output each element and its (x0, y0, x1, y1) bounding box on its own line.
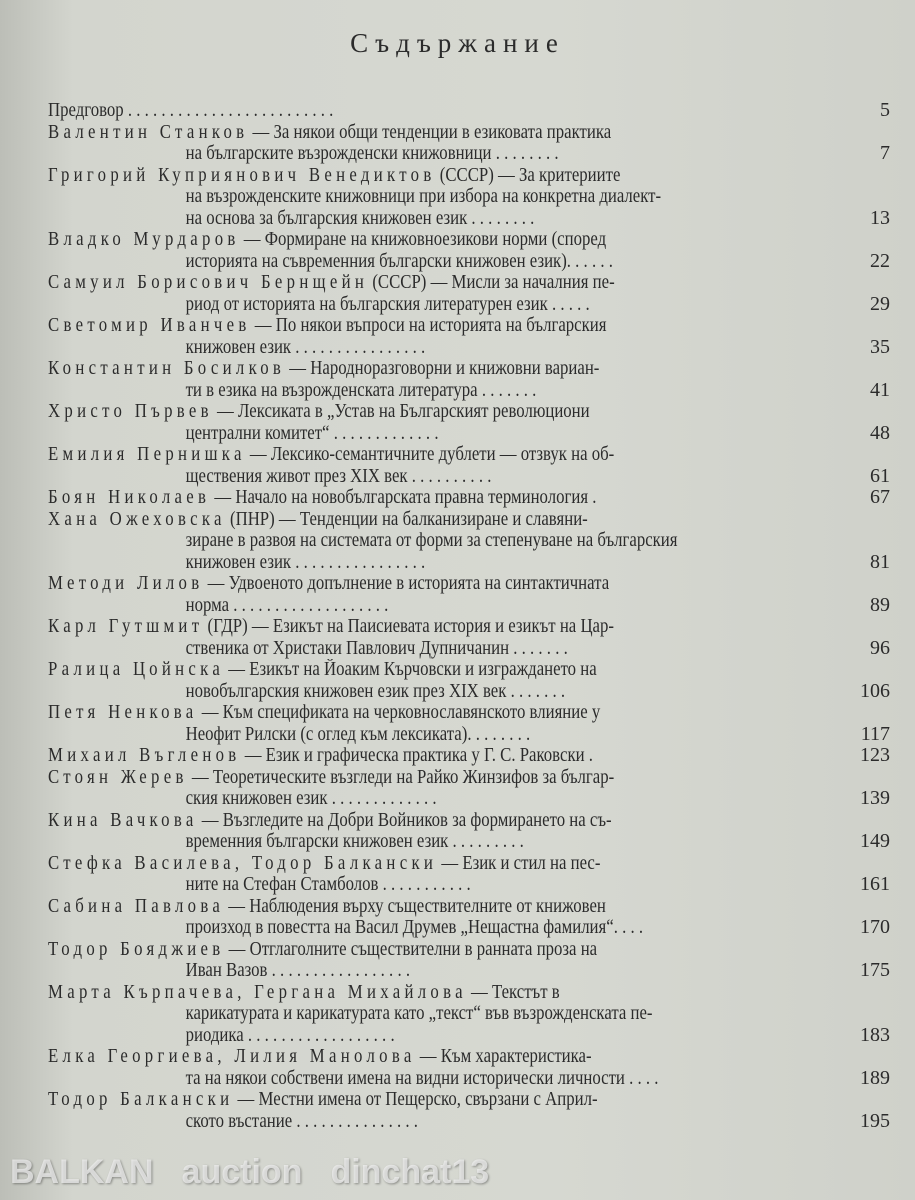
toc-entry-line (48, 874, 727, 896)
toc-entry-line (48, 122, 727, 144)
watermark (10, 1150, 905, 1194)
toc-entry-title: — Наблюдения върху съществителните от книжовен (224, 895, 606, 917)
toc-entry-title: — Възгледите на Добри Войников за формирането на съ- (197, 809, 612, 831)
toc-page-number: 189 (860, 1066, 890, 1089)
toc-page-number: 106 (860, 679, 890, 702)
toc-page-number: 48 (870, 421, 890, 444)
toc-entry-title: зиране в развоя на системата от форми за степенуване на българския (185, 530, 678, 551)
toc-entry-title: (ПНР) — Тенденции на балканизиране и славяни- (225, 508, 588, 530)
table-of-contents (48, 100, 898, 1132)
toc-entry (48, 616, 898, 659)
toc-entry-author: Марта Кърпачева, Гергана Михайлова (48, 981, 467, 1003)
toc-page-number: 61 (870, 464, 890, 487)
toc-entry-title: книжовен език . . . . . . . . . . . . . . . . (185, 336, 426, 358)
toc-entry-line (48, 917, 727, 939)
toc-entry-line (48, 143, 727, 165)
toc-entry-line (48, 595, 727, 617)
toc-entry-author: Кина Вачкова (48, 809, 198, 831)
toc-entry-title: на българските възрожденски книжовници . . . . . . . . (185, 143, 559, 164)
toc-entry-author: Сабина Павлова (48, 895, 225, 917)
toc-entry-line (48, 530, 727, 552)
toc-entry-title: (ГДР) — Езикът на Паисиевата история и езикът на Цар- (203, 616, 614, 637)
toc-entry (48, 401, 898, 444)
toc-entry-title: — Лексико-семантичните дублети — отзвук на об- (245, 444, 615, 465)
toc-entry-line (48, 810, 727, 832)
toc-entry (48, 1046, 898, 1089)
toc-entry-title: та на някои собствени имена на видни исторически личности . . . . (185, 1067, 659, 1089)
toc-entry (48, 853, 898, 896)
toc-entry-title: — Формиране на книжовноезикови норми (според (239, 229, 607, 250)
toc-entry-line (48, 702, 727, 724)
toc-entry-line (48, 165, 727, 187)
toc-entry-title: ското въстание . . . . . . . . . . . . . . . (185, 1110, 418, 1132)
toc-entry-line (48, 638, 727, 660)
toc-entry (48, 100, 898, 122)
toc-entry-line (48, 315, 727, 337)
toc-entry-line (48, 767, 727, 789)
toc-entry-line (48, 380, 727, 402)
toc-entry-title: карикатурата и карикатурата като „текст“ във възрожденската пе- (185, 1003, 653, 1024)
toc-entry-line (48, 487, 727, 509)
toc-entry-title: (СССР) — Мисли за началния пе- (368, 272, 615, 293)
toc-entry (48, 939, 898, 982)
toc-page-number: 149 (860, 830, 890, 852)
toc-entry-author: Хана Ожеховска (48, 508, 226, 530)
toc-entry-line (48, 466, 727, 488)
toc-page-number: 35 (870, 335, 890, 358)
toc-entry-author: Ралица Цойнска (48, 659, 225, 680)
toc-entry-title: ните на Стефан Стамболов . . . . . . . . . . . (185, 874, 471, 895)
watermark-text: BALKAN (10, 1153, 154, 1191)
toc-entry-line (48, 100, 727, 122)
toc-entry-title: ществения живот през XIX век . . . . . . . . . . (185, 465, 492, 487)
toc-entry-line (48, 1068, 727, 1090)
toc-entry-line (48, 509, 727, 531)
toc-entry-title: на възрожденските книжовници при избора на конкретна диалект- (185, 186, 662, 207)
toc-page-number: 117 (860, 722, 890, 745)
toc-entry-line (48, 745, 727, 767)
toc-entry-author: Методи Лилов (48, 573, 204, 594)
toc-entry-author: Владко Мурдаров (48, 229, 240, 250)
toc-entry-author: Христо Първев (48, 401, 213, 422)
toc-entry (48, 122, 898, 165)
toc-entry (48, 1089, 898, 1132)
toc-entry-title: — Езикът на Йоаким Кърчовски и изграждането на (224, 659, 597, 680)
toc-entry-author: Стоян Жерев (48, 766, 188, 788)
toc-entry-title: книжовен език . . . . . . . . . . . . . . . . (185, 551, 426, 573)
toc-page-number: 5 (880, 99, 890, 121)
toc-entry-author: Елка Георгиева, Лилия Манолова (48, 1046, 416, 1067)
toc-entry-title: — Към спецификата на черковнославянското влияние у (197, 702, 601, 723)
toc-page-number: 161 (860, 873, 890, 895)
toc-entry (48, 509, 898, 574)
toc-entry-line (48, 681, 727, 703)
toc-entry-line (48, 294, 727, 316)
toc-page-number: 175 (860, 959, 890, 981)
toc-page-number: 41 (870, 378, 890, 401)
toc-entry-title: — Лексиката в „Устав на Българският революциони (212, 401, 590, 422)
toc-entry-title: — Удвоеното допълнение в историята на синтактичната (203, 573, 610, 594)
toc-entry-title: ственика от Христаки Павлович Дупничанин . . . . . . . (185, 637, 568, 659)
toc-entry-line (48, 337, 727, 359)
toc-entry-author: Тодор Бояджиев (48, 938, 225, 960)
toc-entry-line (48, 1089, 727, 1111)
toc-entry-title: централни комитет“ . . . . . . . . . . . . . (185, 422, 439, 444)
toc-entry-author: Григорий Куприянович Венедиктов (48, 164, 436, 186)
toc-entry-line (48, 1111, 727, 1133)
toc-entry-title: — За някои общи тенденции в езиковата практика (248, 121, 612, 143)
toc-entry (48, 272, 898, 315)
toc-entry (48, 659, 898, 702)
toc-entry-line (48, 960, 727, 982)
toc-entry-line (48, 1046, 727, 1068)
toc-entry-line (48, 616, 727, 638)
toc-entry-author: Самуил Борисович Бернщейн (48, 272, 369, 293)
toc-entry-title: — Народноразговорни и книжовни вариан- (285, 358, 600, 379)
toc-entry-title: Предговор . . . . . . . . . . . . . . . . . . . . . . . . . (48, 100, 334, 121)
toc-entry-line (48, 659, 727, 681)
toc-entry-title: — Текстът в (466, 981, 560, 1003)
toc-entry-title: ти в езика на възрожденската литература . . . . . . . (185, 379, 537, 401)
toc-entry-line (48, 896, 727, 918)
toc-entry-title: — Теоретическите възгледи на Райко Жинзифов за българ- (187, 766, 615, 788)
toc-entry-line (48, 831, 727, 853)
toc-entry (48, 702, 898, 745)
toc-entry-author: Тодор Балкански (48, 1089, 234, 1110)
toc-entry-author: Валентин Станков (48, 121, 249, 143)
toc-entry (48, 896, 898, 939)
toc-entry-author: Петя Ненкова (48, 702, 198, 723)
toc-entry-line (48, 853, 727, 875)
toc-entry-line (48, 272, 727, 294)
toc-entry (48, 444, 898, 487)
toc-page-number: 22 (870, 249, 890, 272)
toc-page-number: 13 (870, 206, 890, 229)
toc-entry (48, 487, 898, 509)
toc-entry-title: на основа за българския книжовен език . . . . . . . . (185, 207, 535, 229)
toc-page-number: 195 (860, 1109, 890, 1132)
toc-entry-author: Емилия Пернишка (48, 444, 246, 465)
toc-entry-line (48, 573, 727, 595)
toc-entry-title: Неофит Рилски (с оглед към лексиката). . . . . . . . (185, 723, 531, 745)
toc-entry (48, 767, 898, 810)
toc-entry (48, 745, 898, 767)
toc-page-number: 89 (870, 593, 890, 616)
toc-entry-line (48, 358, 727, 380)
toc-entry-line (48, 401, 727, 423)
toc-entry-author: Михаил Въгленов (48, 745, 241, 766)
toc-page-number: 29 (870, 292, 890, 315)
toc-entry-line (48, 1003, 727, 1025)
toc-entry-title: временния български книжовен език . . . . . . . . . (185, 831, 524, 852)
toc-entry-author: Карл Гутшмит (48, 616, 204, 637)
toc-entry-title: — Начало на новобългарската правна терминология . (210, 487, 597, 508)
toc-page-number: 67 (870, 486, 890, 508)
toc-entry-title: произход в повестта на Васил Друмев „Нещастна фамилия“. . . . (185, 917, 644, 938)
toc-entry (48, 229, 898, 272)
toc-entry-title: норма . . . . . . . . . . . . . . . . . . . (185, 594, 389, 616)
toc-entry-line (48, 788, 727, 810)
toc-entry-line (48, 229, 727, 251)
toc-entry (48, 165, 898, 230)
toc-entry-line (48, 552, 727, 574)
toc-entry-title: Иван Вазов . . . . . . . . . . . . . . . . . (185, 960, 411, 981)
toc-entry (48, 573, 898, 616)
toc-entry-author: Боян Николаев (48, 487, 211, 508)
toc-entry-line (48, 208, 727, 230)
toc-page-number: 96 (870, 636, 890, 659)
toc-page-number: 123 (860, 744, 890, 766)
toc-page-number: 170 (860, 916, 890, 938)
toc-entry (48, 315, 898, 358)
toc-entry-line (48, 251, 727, 273)
toc-entry-line (48, 1025, 727, 1047)
toc-entry-title: — По някои въпроси на историята на българския (250, 315, 607, 336)
toc-entry-author: Светомир Иванчев (48, 315, 251, 336)
toc-entry-title: — Местни имена от Пещерско, свързани с Април- (233, 1089, 598, 1110)
toc-entry-author: Стефка Василева, Тодор Балкански (48, 852, 438, 874)
toc-page-number: 81 (870, 550, 890, 573)
toc-entry-title: риодика . . . . . . . . . . . . . . . . . . (185, 1024, 395, 1046)
toc-entry-title: — Към характеристика- (415, 1046, 592, 1067)
toc-page-number: 139 (860, 787, 890, 809)
page-title: Съдържание (350, 28, 565, 58)
watermark-text: auction (181, 1153, 303, 1191)
toc-entry-line (48, 423, 727, 445)
toc-entry-title: риод от историята на българския литературен език . . . . . (185, 293, 590, 315)
toc-entry-line (48, 982, 727, 1004)
toc-entry (48, 982, 898, 1047)
toc-entry (48, 810, 898, 853)
toc-entry-title: новобългарския книжовен език през XIX век . . . . . . . (185, 680, 566, 702)
toc-entry-author: Константин Босилков (48, 358, 286, 379)
toc-page-number: 7 (880, 142, 890, 164)
toc-entry-line (48, 939, 727, 961)
toc-entry-line (48, 186, 727, 208)
toc-entry-title: (СССР) — За критериите (435, 164, 621, 186)
toc-entry-title: — Език и стил на пес- (437, 852, 601, 874)
toc-entry-line (48, 724, 727, 746)
toc-page-number: 183 (860, 1023, 890, 1046)
toc-entry (48, 358, 898, 401)
watermark-text: dinchat13 (330, 1153, 490, 1191)
toc-entry-line (48, 444, 727, 466)
toc-entry-title: — Език и графическа практика у Г. С. Раковски . (240, 745, 593, 766)
toc-entry-title: — Отглаголните съществителни в ранната проза на (224, 938, 598, 960)
toc-entry-title: историята на съвременния български книжовен език). . . . . . (185, 250, 613, 272)
toc-entry-title: ския книжовен език . . . . . . . . . . . . . (185, 788, 437, 809)
